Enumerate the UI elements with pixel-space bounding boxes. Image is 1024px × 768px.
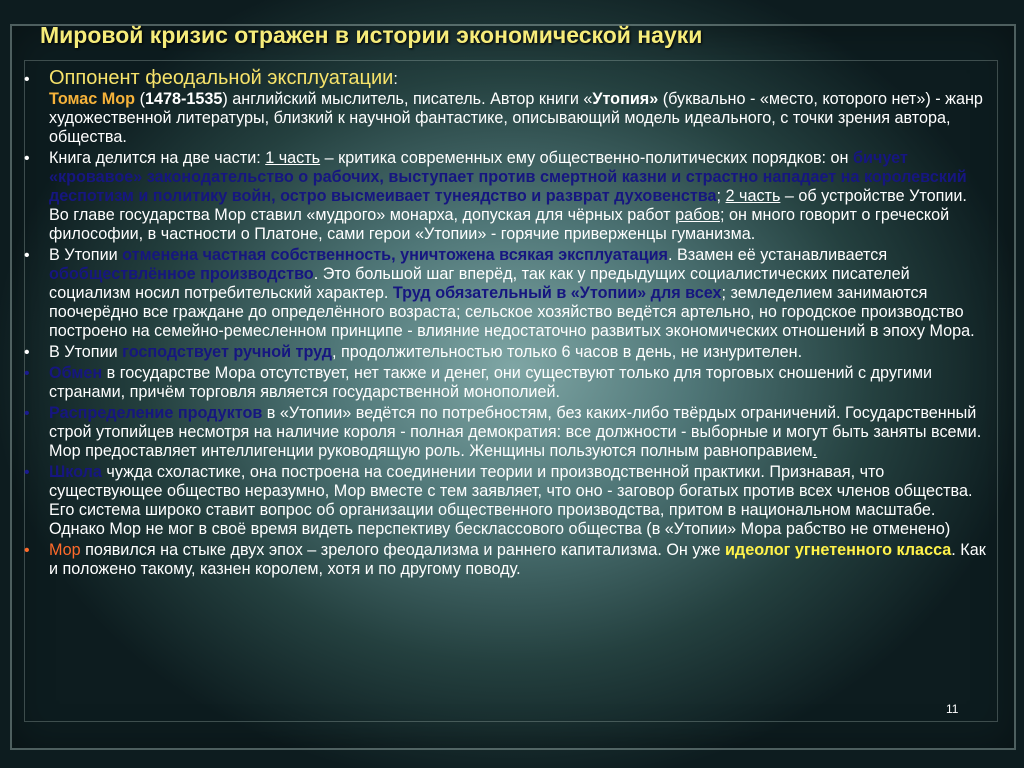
bullet-item-labor: [24, 343, 989, 362]
highlight-text: Обмен: [49, 364, 103, 382]
highlight-text: обобществлённое производство: [49, 265, 314, 283]
highlight-text: Распределение продуктов: [49, 404, 263, 422]
highlight-text: идеолог угнетенного класса: [724, 541, 952, 559]
text-run: (: [135, 90, 145, 108]
heading-colon: :: [393, 70, 398, 88]
text-run: в государстве Мора отсутствует, нет также и денег, они существуют только для торговых сношений с другими странами, причём торговля является государственной монополией.: [49, 364, 933, 401]
text-run: – критика современных ему общественно-политических порядков: он: [320, 149, 853, 167]
text-run: – об устройстве Утопии. Во главе государства Мор ставил «мудрого» монарха, допуская для чёрных работ: [49, 187, 967, 224]
part-two-link: 2 часть: [725, 187, 781, 205]
author-name: Томас Мор: [49, 90, 136, 108]
bullet-item-more: [24, 541, 989, 579]
text-run: .: [812, 442, 818, 460]
text-run: , продолжительностью только 6 часов в день, не изнурителен.: [332, 343, 803, 361]
book-title: Утопия»: [592, 90, 659, 108]
text-run: В Утопии: [49, 343, 123, 361]
bullet-icon: •: [24, 71, 30, 88]
highlight-text: Труд обязательный в «Утопии» для всех: [392, 284, 722, 302]
slaves-link: рабов: [675, 206, 720, 224]
text-run: ) английский мыслитель, писатель. Автор книги «: [222, 90, 593, 108]
text-run: (буквально - «место, которого нет») - жанр художественной литературы, близкий к научной фантастике, описывающий модель идеального, с точки зрения автора, общества.: [49, 90, 983, 146]
bullet-icon: •: [24, 464, 30, 481]
text-run: . Это большой шаг вперёд, так как у предыдущих социалистических писателей социализм носил потребительский характер.: [49, 265, 910, 302]
text-run: чужда схоластике, она построена на соединении теории и производственной практики. Признавая, что существующее общество неразумно, Мор вместе с тем заявляет, что оно - заговор богатых против всех членов общества. Его система широко ставит вопрос об организации общественного производства, притом в национальном масштабе. Однако Мор не мог в своё время видеть перспективу бесклассового общества (в «Утопии» Мора рабство не отменено): [49, 463, 973, 538]
slide-title: Мировой кризис отражен в истории экономической науки: [40, 22, 703, 48]
text-run: В Утопии: [49, 246, 123, 264]
bullet-item-school: [24, 463, 989, 539]
slide-number: 11: [946, 702, 959, 716]
text-run: ; земледелием занимаются поочерёдно все граждане до определённого возраста; сельское хозяйство ведётся артельно, но городское производство построено на семейно-ремесленном принципе - влияние недостаточно развитых экономических отношений в эпоху Мора.: [49, 284, 975, 340]
text-run: ;: [716, 187, 726, 205]
bullet-item-property: [24, 246, 989, 341]
text-run: . Взамен её устанавливается: [667, 246, 888, 264]
bullet-heading: Оппонент феодальной эксплуатации: [49, 67, 394, 89]
bullet-item-opponent: [24, 66, 989, 147]
bullet-icon: •: [24, 542, 30, 559]
bullet-icon: •: [24, 365, 30, 382]
bullet-icon: •: [24, 247, 30, 264]
highlight-text: господствует ручной труд: [122, 343, 333, 361]
bullet-item-book-parts: [24, 149, 989, 244]
text-run: ; он много говорит о греческой философии, в частности о Платоне, сами герои «Утопии» - горячие приверженцы гуманизма.: [49, 206, 950, 243]
highlight-text: Мор: [49, 541, 81, 559]
text-run: в «Утопии» ведётся по потребностям, без каких-либо твёрдых ограничений. Государственный строй утопийцев несмотря на наличие короля - полная демократия: все должности - выборные и могут быть заняты всеми. Мор предоставляет интеллигенции руководящую роль. Женщины пользуются полным равноправием: [49, 404, 982, 460]
highlight-text: отменена частная собственность, уничтожена всякая эксплуатация: [122, 246, 668, 264]
part-one-link: 1 часть: [265, 149, 321, 167]
bullet-item-distribution: [24, 404, 989, 461]
bullet-icon: •: [24, 344, 30, 361]
highlight-text: бичует «кровавое» законодательство о рабочих, выступает против смертной казни и страстно нападает на королевский деспотизм и политику войн, остро высмеивает тунеядство и разврат духовенства: [49, 149, 967, 205]
text-run: Книга делится на две части:: [49, 149, 266, 167]
text-run: . Как и положено такому, казнен королем, хотя и по другому поводу.: [49, 541, 986, 578]
highlight-text: Школа: [49, 463, 102, 481]
text-run: появился на стыке двух эпох – зрелого феодализма и раннего капитализма. Он уже: [80, 541, 725, 559]
bullet-icon: •: [24, 150, 30, 167]
slide-content: [24, 66, 989, 581]
bullet-icon: •: [24, 405, 30, 422]
author-years: 1478-1535: [144, 90, 223, 108]
bullet-item-exchange: [24, 364, 989, 402]
